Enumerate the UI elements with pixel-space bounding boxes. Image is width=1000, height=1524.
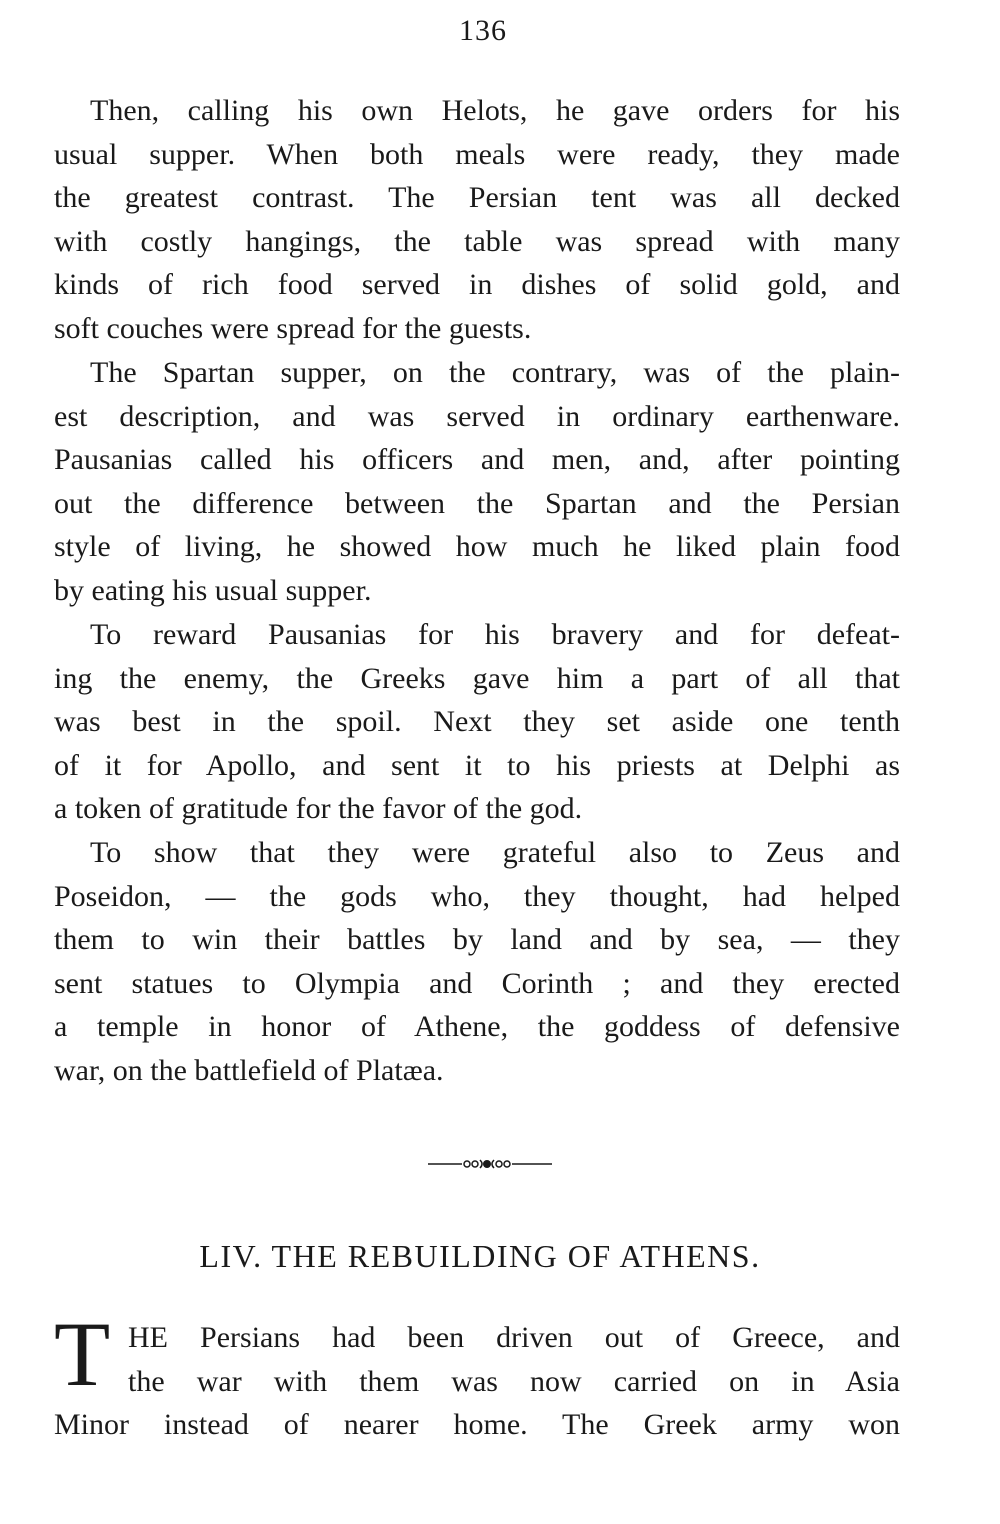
- text-line: of it for Apollo, and sent it to his priests at Delphi as: [54, 748, 900, 782]
- paragraph-3: [54, 613, 900, 831]
- text-line: To show that they were grateful also to Zeus and: [90, 836, 900, 869]
- text-line: kinds of rich food served in dishes of solid gold, and: [54, 268, 900, 302]
- text-line: Pausanias called his officers and men, and, after pointing: [54, 443, 900, 477]
- text-line: a temple in honor of Athene, the goddess of defensive: [54, 1010, 900, 1044]
- text-line: them to win their battles by land and by sea, — they: [54, 923, 900, 957]
- text-line: usual supper. When both meals were ready, they made: [54, 137, 900, 171]
- text-line: the war with them was now carried on in Asia: [128, 1365, 900, 1398]
- text-line: ing the enemy, the Greeks gave him a part of all that: [54, 661, 900, 695]
- drop-cap: T: [54, 1303, 111, 1405]
- text-line: out the difference between the Spartan and the Persian: [54, 486, 900, 520]
- text-line: sent statues to Olympia and Corinth ; and they erected: [54, 966, 900, 1000]
- chapter-title: LIV. THE REBUILDING OF ATHENS.: [199, 1238, 761, 1274]
- text-line: war, on the battlefield of Platæa.: [54, 1053, 444, 1087]
- text-line: Poseidon, — the gods who, they thought, had helped: [54, 879, 900, 913]
- text-line: Then, calling his own Helots, he gave orders for his: [90, 94, 900, 127]
- text-line: HE Persians had been driven out of Greece, and: [128, 1321, 900, 1354]
- text-line: est description, and was served in ordinary earthenware.: [54, 399, 900, 433]
- text-line: was best in the spoil. Next they set aside one tenth: [54, 705, 900, 739]
- text-line: soft couches were spread for the guests.: [54, 311, 532, 345]
- text-line: the greatest contrast. The Persian tent was all decked: [54, 181, 900, 215]
- text-line: To reward Pausanias for his bravery and for defeat-: [90, 618, 900, 651]
- text-line: style of living, he showed how much he liked plain food: [54, 530, 900, 564]
- text-line: a token of gratitude for the favor of the god.: [54, 792, 583, 826]
- paragraph-2: [54, 351, 900, 613]
- text-line: Minor instead of nearer home. The Greek army won: [54, 1408, 900, 1441]
- text-line: The Spartan supper, on the contrary, was of the plain-: [90, 356, 900, 389]
- paragraph-1: [54, 89, 900, 351]
- text-line: with costly hangings, the table was spread with many: [54, 224, 900, 258]
- text-line: by eating his usual supper.: [54, 573, 372, 607]
- ornament-divider-icon: [414, 1153, 560, 1175]
- paragraph-4: [54, 831, 900, 1093]
- page-number: 136: [459, 14, 507, 47]
